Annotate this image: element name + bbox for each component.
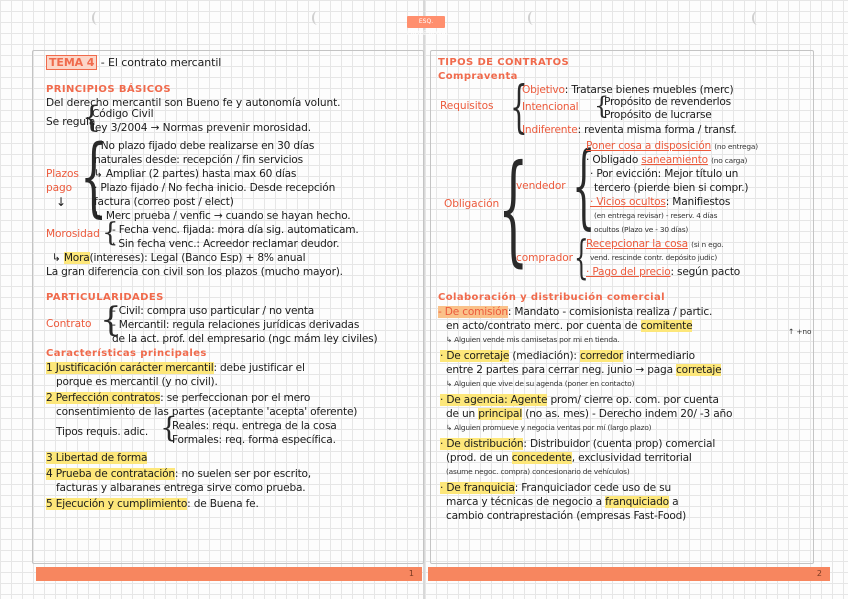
contrato-item: - Civil: compra uso particular / no venta xyxy=(112,305,315,317)
morosidad-item: · Sin fecha venc.: Acreedor reclamar deudor. xyxy=(112,238,340,250)
left-footer-bar xyxy=(36,567,422,581)
right-footer-bar xyxy=(428,567,830,581)
contrato-tipo-line: marca y técnicas de negocio a franquiciado a xyxy=(446,496,679,508)
se-regula-label: Se regula xyxy=(46,116,96,128)
comprador-item: Recepcionar la cosa (si n ego. xyxy=(586,238,724,250)
tema-label: TEMA 4 xyxy=(46,55,97,70)
particularidades-heading: PARTICULARIDADES xyxy=(46,292,164,303)
caracteristica-item: 4 Prueba de contratación: no suelen ser por escrito, xyxy=(46,468,311,480)
requisitos-label: Requisitos xyxy=(440,100,494,112)
tipos-requis-item: Formales: req. forma específica. xyxy=(172,434,336,446)
compraventa-heading: Compraventa xyxy=(438,71,518,82)
vendedor-item: (en entrega revisar) - reserv. 4 días xyxy=(594,211,718,220)
contrato-item: - Mercantil: regula relaciones jurídicas derivadas xyxy=(112,319,360,331)
brace-icon: { xyxy=(102,218,119,248)
contrato-tipo-line: (prod. de un concedente, exclusividad territorial xyxy=(446,452,692,464)
side-note: ↑ +no xyxy=(788,327,812,336)
caracteristicas-heading: Características principales xyxy=(46,348,207,359)
contrato-tipo-line: de un principal (no as. mes) - Derecho indem 20/ -3 año xyxy=(446,408,733,420)
principios-heading: PRINCIPIOS BÁSICOS xyxy=(46,84,171,95)
vendedor-item: · Obligado saneamiento (no carga) xyxy=(586,154,748,166)
requisito-subitem: Propósito de revenderlos xyxy=(604,96,731,108)
requisito-item: Indiferente: reventa misma forma / transf. xyxy=(522,124,737,136)
mora-line: ↳ Mora(intereses): Legal (Banco Esp) + 8% anual xyxy=(52,252,306,264)
requisito-subitem: Propósito de lucrarse xyxy=(604,109,712,121)
contrato-tipo-line: cambio contraprestación (empresas Fast-Food) xyxy=(446,510,687,522)
morosidad-item: - Fecha venc. fijada: mora día sig. automaticam. xyxy=(112,224,359,236)
contrato-tipo-line: · De franquicia: Franquiciador cede uso de su xyxy=(440,482,671,494)
plazos-label: Plazos xyxy=(46,168,79,180)
tipos-heading: TIPOS DE CONTRATOS xyxy=(438,57,570,68)
caracteristica-item: facturas y albaranes entrega sirve como prueba. xyxy=(56,482,306,494)
comprador-item: · Pago del precio: según pacto xyxy=(586,266,741,278)
brace-icon: { xyxy=(100,300,122,340)
contrato-item: de la act. prof. del empresario (ngc mám ley civiles) xyxy=(112,333,378,345)
colaboracion-heading: Colaboración y distribución comercial xyxy=(438,292,665,303)
regula-item: ley 3/2004 → Normas prevenir morosidad. xyxy=(92,122,312,134)
morosidad-label: Morosidad xyxy=(46,228,100,240)
pago-label: pago xyxy=(46,182,73,194)
contrato-tipo-line: entre 2 partes para cerrar neg. junio → paga corretaje xyxy=(446,364,722,376)
contrato-tipo-line: · De agencia: Agente prom/ cierre op. com. por cuenta xyxy=(440,394,719,406)
caracteristica-item: 3 Libertad de forma xyxy=(46,452,148,464)
vendedor-item: ocultos (Plazo ve - 30 días) xyxy=(594,225,689,234)
vendedor-label: vendedor xyxy=(516,180,566,192)
tipos-requis-item: Reales: requ. entrega de la cosa xyxy=(172,420,337,432)
plazo-item: naturales desde: recepción / fin servicios xyxy=(94,154,303,166)
plazo-item: ↳ Ampliar (2 partes) hasta max 60 días xyxy=(94,168,297,180)
contrato-label: Contrato xyxy=(46,318,92,330)
caracteristica-item: consentimiento de las partes (aceptante 'acepta' oferente) xyxy=(56,406,358,418)
contrato-tipo-example: (asume negoc. compra) concesionario de vehículos) xyxy=(446,467,630,476)
ring-hole-icon xyxy=(528,11,539,25)
comprador-item: vend. rescinde contr. depósito judic) xyxy=(590,253,718,262)
plazo-item: · Plazo fijado / No fecha inicio. Desde recepción xyxy=(94,182,336,194)
brace-icon: { xyxy=(80,127,108,227)
caracteristica-item: porque es mercantil (y no civil). xyxy=(56,376,218,388)
caracteristica-item: 1 Justificación carácter mercantil: debe justificar el xyxy=(46,362,305,374)
page-number: 1 xyxy=(408,569,414,578)
ring-hole-icon xyxy=(92,11,103,25)
principios-line: Del derecho mercantil son Bueno fe y autonomía volunt. xyxy=(46,97,341,109)
contrato-tipo-line: · De distribución: Distribuidor (cuenta prop) comercial xyxy=(440,438,716,450)
tipos-requis-label: Tipos requis. adic. xyxy=(56,426,149,438)
requisito-item: Intencional xyxy=(522,101,579,113)
page-number: 2 xyxy=(816,569,822,578)
contrato-tipo-example: ↳ Alguien vende mis camisetas por mi en tienda. xyxy=(446,335,620,344)
contrato-tipo-line: · De corretaje (mediación): corredor intermediario xyxy=(440,350,695,362)
plazo-item: ↳ Merc prueba / venfic → cuando se hayan hecho. xyxy=(94,210,351,222)
header-tag: ESQ. PROFESIONAL xyxy=(407,18,449,37)
comprador-label: comprador xyxy=(516,252,573,264)
contrato-tipo-line: en acto/contrato merc. por cuenta de comitente xyxy=(446,320,693,332)
principios-conclusion: La gran diferencia con civil son los plazos (mucho mayor). xyxy=(46,266,343,278)
caracteristica-item: 5 Ejecución y cumplimiento: de Buena fe. xyxy=(46,498,259,510)
page-title xyxy=(46,57,221,69)
brace-icon: { xyxy=(82,100,102,135)
ring-hole-icon xyxy=(312,11,323,25)
caracteristica-item: 2 Perfección contratos: se perfeccionan por el mero xyxy=(46,392,311,404)
brace-icon: { xyxy=(160,411,178,444)
regula-item: Código Civil xyxy=(92,108,154,120)
brace-icon: { xyxy=(594,92,610,120)
vendedor-item: Poner cosa a disposición (no entrega) xyxy=(586,140,758,152)
brace-icon: { xyxy=(572,132,596,239)
brace-icon: { xyxy=(574,230,589,284)
plazo-item: factura (correo post / elect) xyxy=(94,196,234,208)
vendedor-item: · Por evicción: Mejor título un xyxy=(590,168,739,180)
plazo-item: - No plazo fijado debe realizarse en 30 días xyxy=(94,140,315,152)
vendedor-item: tercero (pierde bien si compr.) xyxy=(594,182,749,194)
ring-hole-icon xyxy=(752,11,763,25)
arrow-down-icon: ↓ xyxy=(56,195,66,209)
contrato-tipo-example: ↳ Alguien promueve y negocia ventas por mí (largo plazo) xyxy=(446,423,652,432)
brace-icon: { xyxy=(498,140,529,279)
contrato-tipo-example: ↳ Alguien que vive de su agenda (poner en contacto) xyxy=(446,379,635,388)
title-text: - El contrato mercantil xyxy=(100,56,222,69)
requisito-item: Objetivo: Tratarse bienes muebles (merc) xyxy=(522,84,734,96)
vendedor-item: · Vicios ocultos: Manifiestos xyxy=(590,196,731,208)
contrato-tipo-line: - De comisión: Mandato - comisionista realiza / partic. xyxy=(438,306,713,318)
obligacion-label: Obligación xyxy=(444,198,500,210)
brace-icon: { xyxy=(510,75,528,140)
